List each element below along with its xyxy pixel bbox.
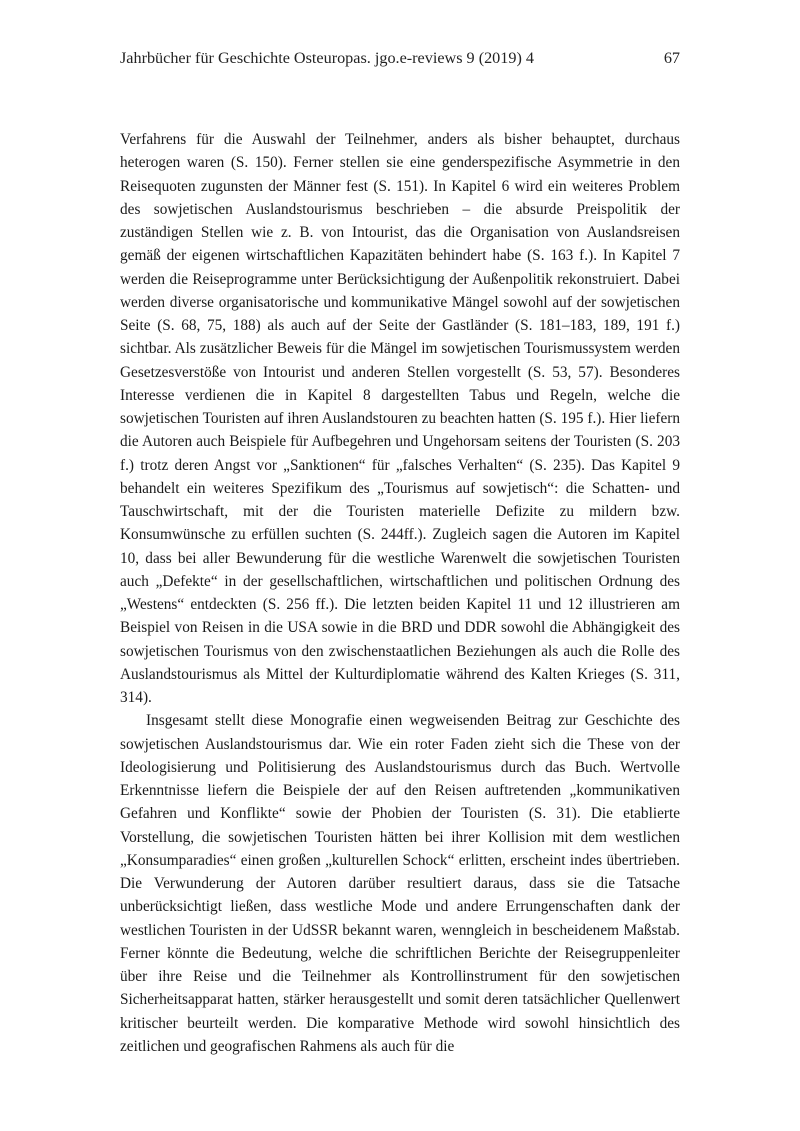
running-header <box>120 46 680 70</box>
paragraph-continued: Verfahrens für die Auswahl der Teilnehmer, anders als bisher behauptet, durchaus heterogen waren (S. 150). Ferner stellen sie eine genderspezifische Asymmetrie in den Reisequoten zugunsten der Männer fest (S. 151). In Kapitel 6 wird ein weiteres Problem des sowjetischen Auslandstourismus beschrieben – die absurde Preispolitik der zuständigen Stellen wie z. B. von Intourist, das die Organisation von Auslandsreisen gemäß der eigenen wirtschaftlichen Kapazitäten behindert habe (S. 163 f.). In Kapitel 7 werden die Reiseprogramme unter Berücksichtigung der Außenpolitik rekonstruiert. Dabei werden diverse organisatorische und kommunikative Mängel sowohl auf der sowjetischen Seite (S. 68, 75, 188) als auch auf der Seite der Gastländer (S. 181–183, 189, 191 f.) sichtbar. Als zusätzlicher Beweis für die Mängel im sowjetischen Tourismussystem werden Gesetzesverstöße von Intourist und anderen Stellen vorgestellt (S. 53, 57). Besonderes Interesse verdienen die in Kapitel 8 dargestellten Tabus und Regeln, welche die sowjetischen Touristen auf ihren Auslandstouren zu beachten hatten (S. 195 f.). Hier liefern die Autoren auch Beispiele für Aufbegehren und Ungehorsam seitens der Touristen (S. 203 f.) trotz deren Angst vor „Sanktionen“ für „falsches Verhalten“ (S. 235). Das Kapitel 9 behandelt ein weiteres Spezifikum des „Tourismus auf sowjetisch“: die Schatten- und Tauschwirtschaft, mit der die Touristen materielle Defizite zu mildern bzw. Konsumwünsche zu erfüllen suchten (S. 244ff.). Zugleich sagen die Autoren im Kapitel 10, dass bei aller Bewunderung für die westliche Warenwelt die sowjetischen Touristen auch „Defekte“ in der gesellschaftlichen, wirtschaftlichen und politischen Ordnung des „Westens“ entdeckten (S. 256 ff.). Die letzten beiden Kapitel 11 und 12 illustrieren am Beispiel von Reisen in die USA sowie in die BRD und DDR sowohl die Abhängigkeit des sowjetischen Tourismus von den zwischenstaatlichen Beziehungen als auch die Rolle des Auslandstourismus als Mittel der Kulturdiplomatie während des Kalten Krieges (S. 311, 314). <box>120 131 680 706</box>
page-number: 67 <box>663 49 680 67</box>
body-text <box>120 128 680 1058</box>
paragraph-conclusion: Insgesamt stellt diese Monografie einen wegweisenden Beitrag zur Geschichte des sowjetischen Auslandstourismus dar. Wie ein roter Faden zieht sich die These von der Ideologisierung und Politisierung des Auslandstourismus durch das Buch. Wertvolle Erkenntnisse liefern die Beispiele der auf den Reisen auftretenden „kommunikativen Gefahren und Konflikte“ sowie der Phobien der Touristen (S. 31). Die etablierte Vorstellung, die sowjetischen Touristen hätten bei ihrer Kollision mit dem westlichen „Konsumparadies“ einen großen „kulturellen Schock“ erlitten, erscheint indes übertrieben. Die Verwunderung der Autoren darüber resultiert daraus, dass sie die Tatsache unberücksichtigt ließen, dass westliche Mode und andere Errungenschaften dank der westlichen Touristen in der UdSSR bekannt waren, wenngleich in bescheidenem Maßstab. Ferner könnte die Bedeutung, welche die schriftlichen Berichte der Reisegruppenleiter über ihre Reise und die Teilnehmer als Kontrollinstrument für den sowjetischen Sicherheitsapparat hatten, stärker herausgestellt und somit deren tatsächlicher Quellenwert kritischer beurteilt werden. Die komparative Methode wird sowohl hinsichtlich des zeitlichen und geografischen Rahmens als auch für die <box>120 712 680 1055</box>
journal-citation: Jahrbücher für Geschichte Osteuropas. jgo.e-reviews 9 (2019) 4 <box>120 49 534 67</box>
